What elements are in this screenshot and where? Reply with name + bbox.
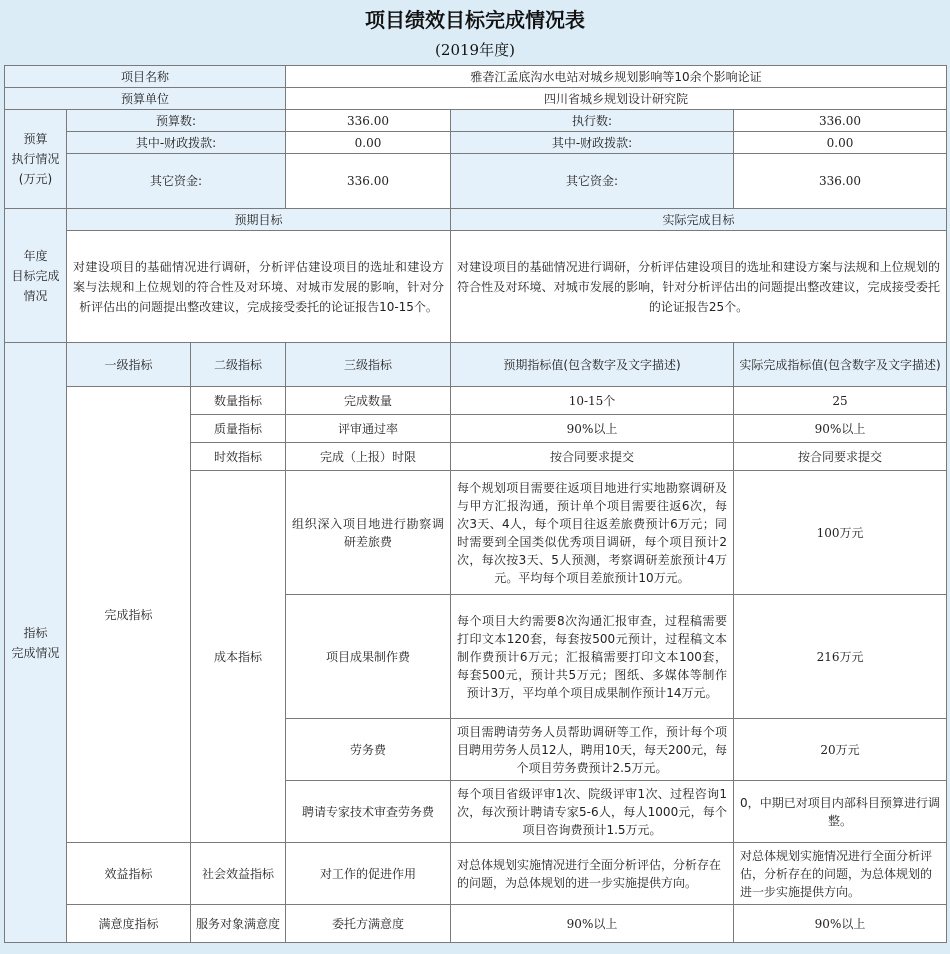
service-satisfaction-expected: 90%以上 bbox=[451, 905, 734, 943]
cost-labor-actual: 20万元 bbox=[734, 719, 947, 781]
service-satisfaction-label: 服务对象满意度 bbox=[191, 905, 286, 943]
other-funds-exec-label: 其它资金: bbox=[451, 154, 734, 209]
level2-header: 二级指标 bbox=[191, 343, 286, 387]
timeliness-indicator-label: 时效指标 bbox=[191, 443, 286, 471]
quantity-expected: 10-15个 bbox=[451, 387, 734, 415]
social-benefit-actual: 对总体规划实施情况进行全面分析评估，分析存在的问题，为总体规划的进一步实施提供方向。 bbox=[734, 843, 947, 905]
fiscal-appropriation-exec-value: 0.00 bbox=[734, 132, 947, 154]
annual-goal-label: 年度 目标完成 情况 bbox=[5, 209, 67, 343]
quality-level3: 评审通过率 bbox=[286, 415, 451, 443]
level1-header: 一级指标 bbox=[67, 343, 191, 387]
page-title: 项目绩效目标完成情况表 bbox=[365, 8, 585, 32]
social-benefit-level3: 对工作的促进作用 bbox=[286, 843, 451, 905]
service-satisfaction-actual: 90%以上 bbox=[734, 905, 947, 943]
execution-amount-label: 执行数: bbox=[451, 110, 734, 132]
quality-indicator-label: 质量指标 bbox=[191, 415, 286, 443]
cost-expert-actual: 0，中期已对项目内部科目预算进行调整。 bbox=[734, 781, 947, 843]
quantity-actual: 25 bbox=[734, 387, 947, 415]
expected-goal-text: 对建设项目的基础情况进行调研，分析评估建设项目的选址和建设方案与法规和上位规划的符合性及对环境、对城市发展的影响，针对分析评估出的问题提出整改建议，完成接受委托的论证报告10-15个。 bbox=[67, 231, 451, 343]
budget-amount-label: 预算数: bbox=[67, 110, 286, 132]
budget-unit-value: 四川省城乡规划设计研究院 bbox=[286, 88, 947, 110]
budget-unit-label: 预算单位 bbox=[5, 88, 286, 110]
quality-actual: 90%以上 bbox=[734, 415, 947, 443]
cost-production-expected: 每个项目大约需要8次沟通汇报审查，过程稿需要打印文本120套，每套按500元预计，过程稿文本制作费预计6万元；汇报稿需要打印文本100套，每套500元，预计共5万元；图纸、多媒体等制作预计3万，平均单个项目成果制作预计14万元。 bbox=[451, 595, 734, 719]
satisfaction-indicator-label: 满意度指标 bbox=[67, 905, 191, 943]
cost-expert-expected: 每个项目省级评审1次、院级评审1次、过程咨询1次，每次预计聘请专家5-6人，每人1000元，每个项目咨询费预计1.5万元。 bbox=[451, 781, 734, 843]
social-benefit-label: 社会效益指标 bbox=[191, 843, 286, 905]
other-funds-exec-value: 336.00 bbox=[734, 154, 947, 209]
fiscal-appropriation-value: 0.00 bbox=[286, 132, 451, 154]
timeliness-actual: 按合同要求提交 bbox=[734, 443, 947, 471]
cost-travel-expected: 每个规划项目需要往返项目地进行实地勘察调研及与甲方汇报沟通，预计单个项目需要往返6次，每次3天、4人，每个项目往返差旅费预计6万元；同时需要到全国类似优秀项目调研，每个项目预计2次，每次按3天、5人预测，考察调研差旅预计4万元。平均每个项目差旅预计10万元。 bbox=[451, 471, 734, 595]
level3-header: 三级指标 bbox=[286, 343, 451, 387]
expected-goal-header: 预期目标 bbox=[67, 209, 451, 231]
cost-indicator-label: 成本指标 bbox=[191, 471, 286, 843]
cost-labor-expected: 项目需聘请劳务人员帮助调研等工作，预计每个项目聘用劳务人员12人，聘用10天，每天200元，每个项目劳务费预计2.5万元。 bbox=[451, 719, 734, 781]
social-benefit-expected: 对总体规划实施情况进行全面分析评估，分析存在的问题，为总体规划的进一步实施提供方向。 bbox=[451, 843, 734, 905]
completion-indicator-label: 完成指标 bbox=[67, 387, 191, 843]
actual-goal-header: 实际完成目标 bbox=[451, 209, 947, 231]
project-name-value: 雅砻江孟底沟水电站对城乡规划影响等10余个影响论证 bbox=[286, 66, 947, 88]
other-funds-label: 其它资金: bbox=[67, 154, 286, 209]
other-funds-value: 336.00 bbox=[286, 154, 451, 209]
timeliness-expected: 按合同要求提交 bbox=[451, 443, 734, 471]
cost-production-actual: 216万元 bbox=[734, 595, 947, 719]
cost-labor-level3: 劳务费 bbox=[286, 719, 451, 781]
fiscal-appropriation-label: 其中-财政拨款: bbox=[67, 132, 286, 154]
quantity-level3: 完成数量 bbox=[286, 387, 451, 415]
actual-value-header: 实际完成指标值(包含数字及文字描述) bbox=[734, 343, 947, 387]
quality-expected: 90%以上 bbox=[451, 415, 734, 443]
budget-execution-label: 预算 执行情况 (万元) bbox=[5, 110, 67, 209]
indicator-completion-label: 指标 完成情况 bbox=[5, 343, 67, 943]
project-name-label: 项目名称 bbox=[5, 66, 286, 88]
quantity-indicator-label: 数量指标 bbox=[191, 387, 286, 415]
cost-expert-level3: 聘请专家技术审查劳务费 bbox=[286, 781, 451, 843]
cost-travel-actual: 100万元 bbox=[734, 471, 947, 595]
timeliness-level3: 完成（上报）时限 bbox=[286, 443, 451, 471]
cost-production-level3: 项目成果制作费 bbox=[286, 595, 451, 719]
fiscal-appropriation-exec-label: 其中-财政拨款: bbox=[451, 132, 734, 154]
cost-travel-level3: 组织深入项目地进行勘察调研差旅费 bbox=[286, 471, 451, 595]
actual-goal-text: 对建设项目的基础情况进行调研，分析评估建设项目的选址和建设方案与法规和上位规划的符合性及对环境、对城市发展的影响，针对分析评估出的问题提出整改建议，完成接受委托的论证报告25个。 bbox=[451, 231, 947, 343]
service-satisfaction-level3: 委托方满意度 bbox=[286, 905, 451, 943]
benefit-indicator-label: 效益指标 bbox=[67, 843, 191, 905]
expected-value-header: 预期指标值(包含数字及文字描述) bbox=[451, 343, 734, 387]
performance-table bbox=[4, 65, 947, 943]
budget-amount-value: 336.00 bbox=[286, 110, 451, 132]
year-subtitle: (2019年度) bbox=[435, 41, 515, 59]
execution-amount-value: 336.00 bbox=[734, 110, 947, 132]
